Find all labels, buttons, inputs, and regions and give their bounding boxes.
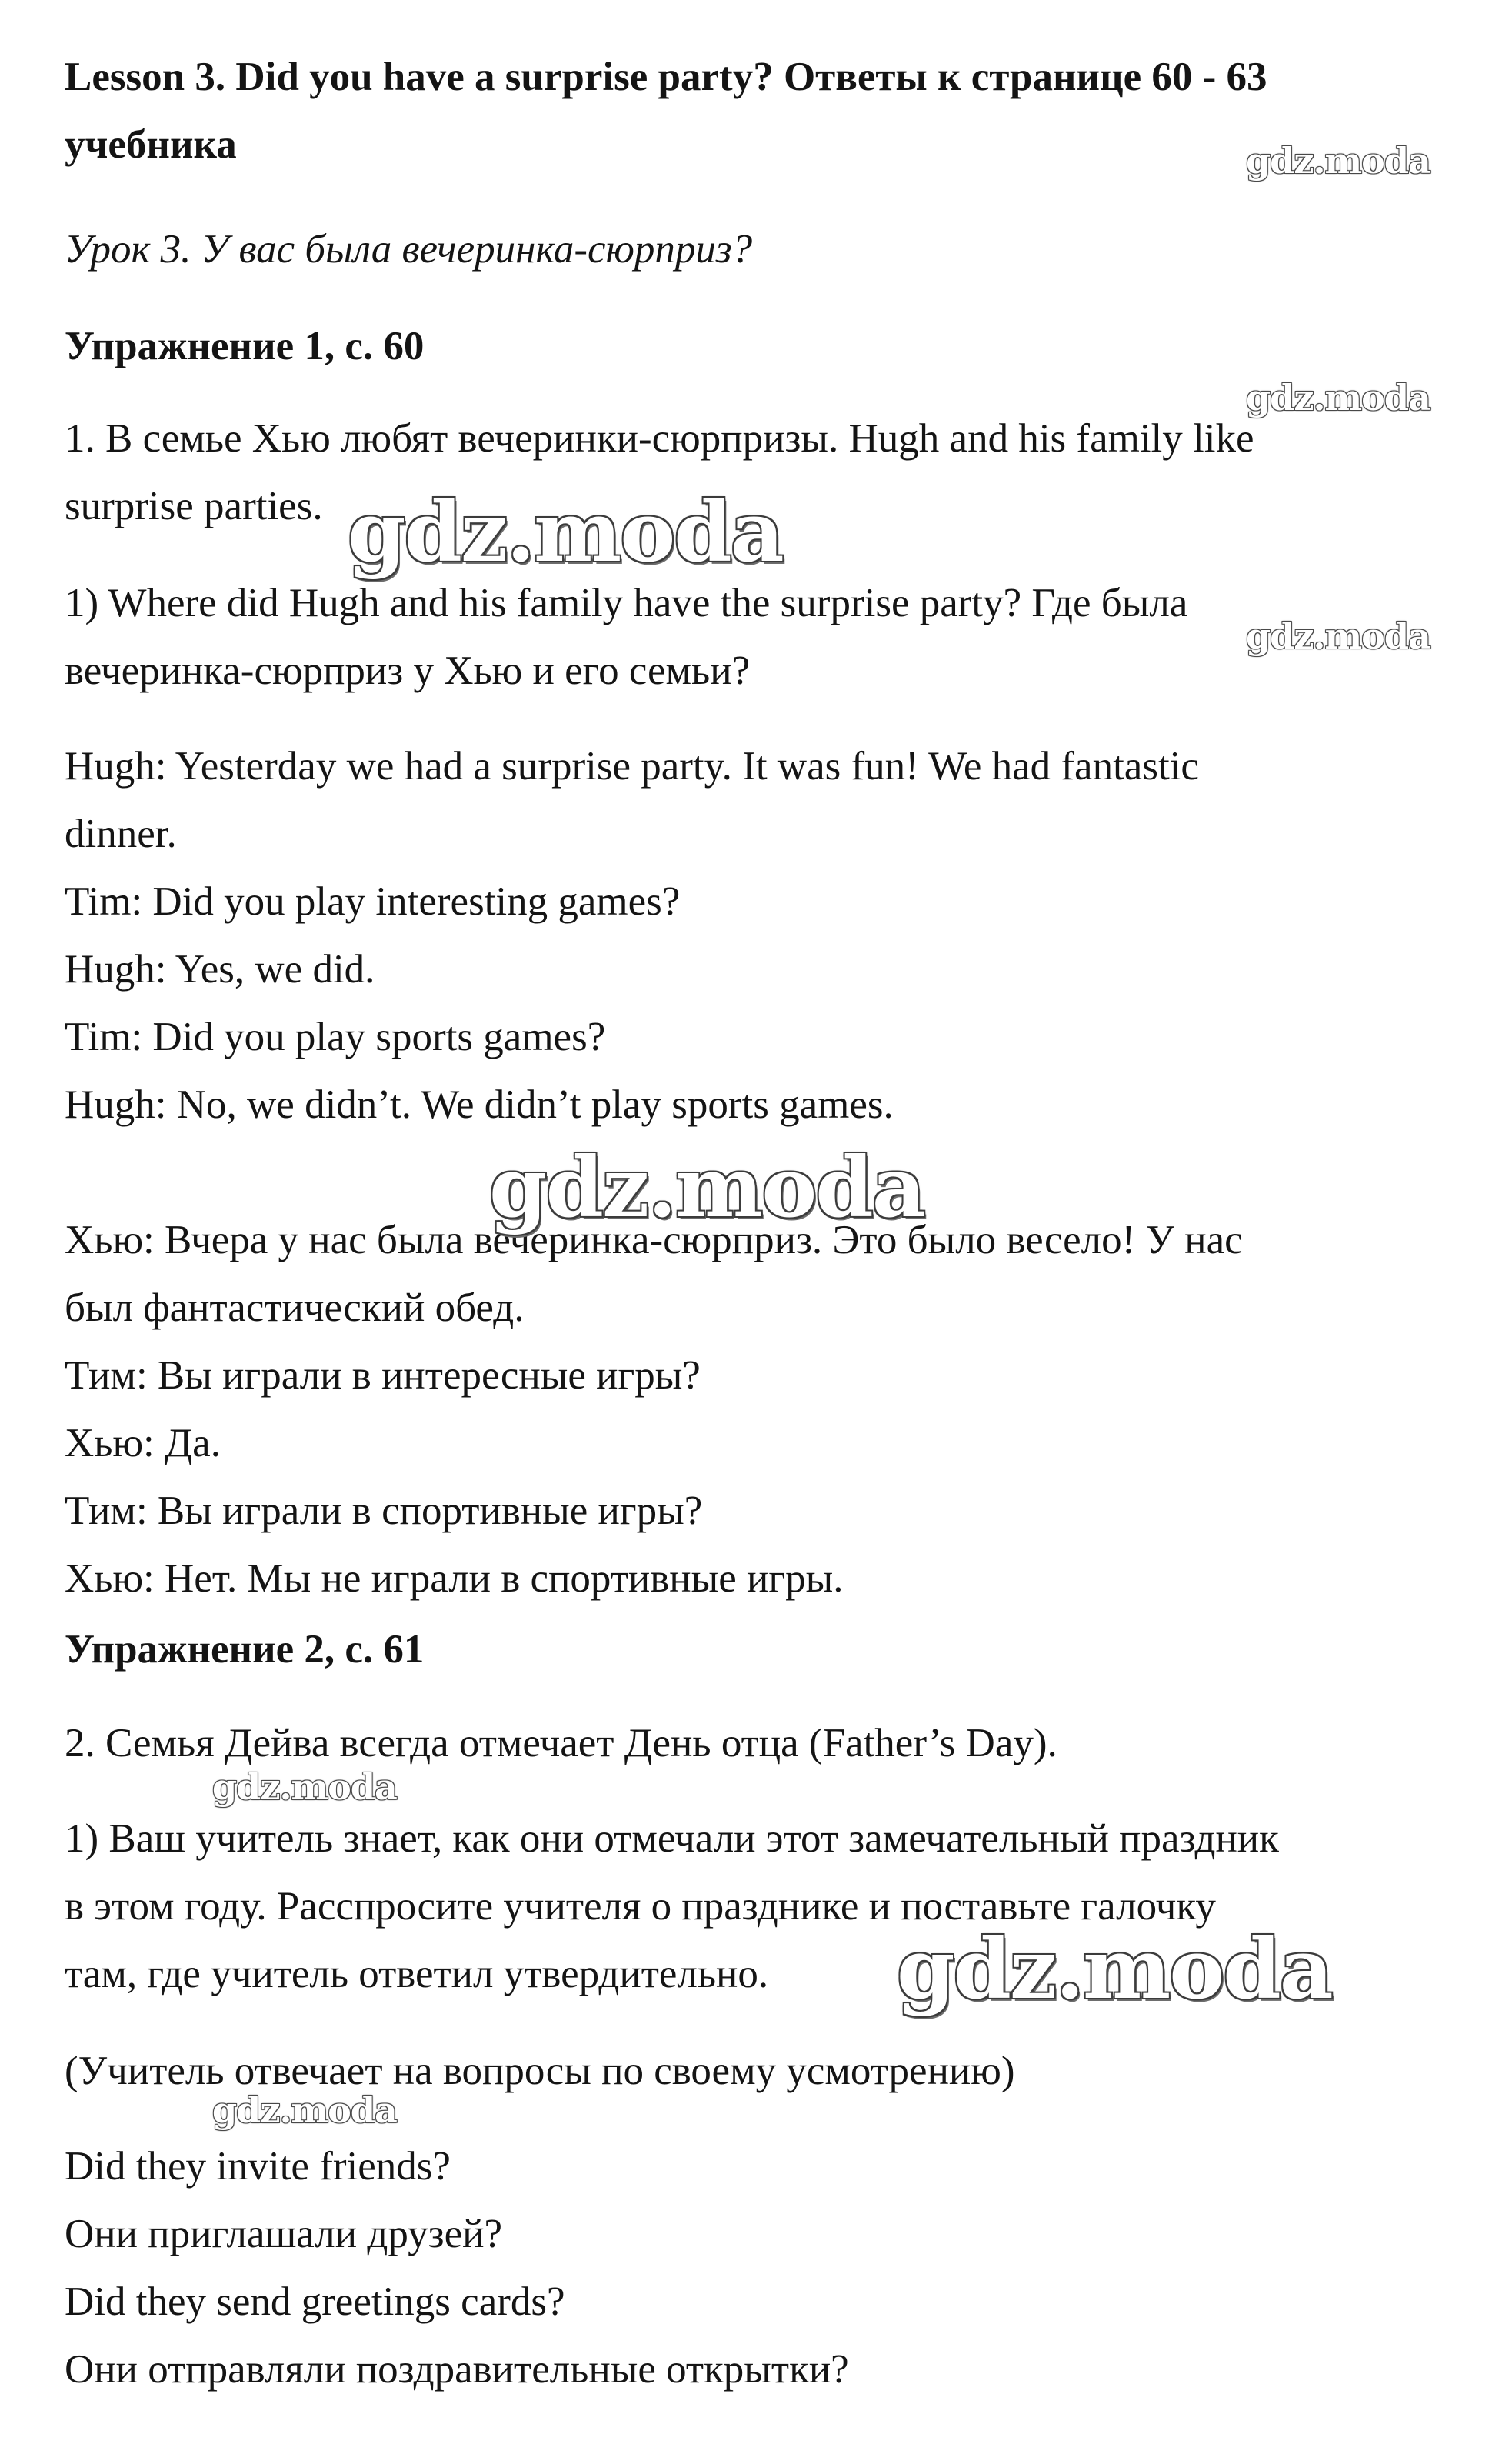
watermark: gdz.moda [897, 1921, 1332, 2018]
watermark: gdz.moda [212, 1766, 397, 1808]
exercise1-question-line1: 1) Where did Hugh and his family have the surprise party? Где была [65, 581, 1188, 625]
lesson-title-line2: учебника [65, 122, 237, 167]
exercise2-task: 2. Семья Дейва всегда отмечает День отца (Father’s Day). [65, 1721, 1057, 1765]
qa-line: Did they send greetings cards? [65, 2279, 565, 2324]
lesson-subtitle: Урок 3. У вас была вечеринка-сюрприз? [65, 227, 753, 272]
dialogue-en-line: Hugh: Yesterday we had a surprise party. It was fun! We had fantastic [65, 744, 1199, 789]
lesson-title-line1: Lesson 3. Did you have a surprise party? Ответы к странице 60 - 63 [65, 55, 1267, 99]
watermark: gdz.moda [348, 484, 783, 581]
exercise1-heading: Упражнение 1, с. 60 [65, 324, 425, 368]
dialogue-ru-line: Хью: Вчера у нас была вечеринка-сюрприз. Это было весело! У нас [65, 1218, 1243, 1262]
watermark: gdz.moda [1246, 615, 1430, 657]
exercise1-question-line2: вечеринка-сюрприз у Хью и его семьи? [65, 649, 751, 693]
exercise1-task-line2: surprise parties. [65, 484, 323, 528]
dialogue-en-line: Tim: Did you play sports games? [65, 1015, 606, 1059]
watermark: gdz.moda [1246, 140, 1430, 182]
exercise1-task-line1: 1. В семье Хью любят вечеринки-сюрпризы. Hugh and his family like [65, 416, 1254, 461]
dialogue-en-line: dinner. [65, 812, 177, 856]
exercise2-instruction-line1: 1) Ваш учитель знает, как они отмечали этот замечательный праздник [65, 1816, 1279, 1861]
watermark: gdz.moda [212, 2089, 397, 2131]
dialogue-en-line: Hugh: No, we didn’t. We didn’t play sports games. [65, 1082, 894, 1127]
dialogue-ru-line: Хью: Да. [65, 1421, 221, 1465]
qa-line: Они приглашали друзей? [65, 2212, 502, 2256]
exercise2-note: (Учитель отвечает на вопросы по своему усмотрению) [65, 2049, 1015, 2093]
dialogue-en-line: Hugh: Yes, we did. [65, 947, 375, 992]
exercise2-heading: Упражнение 2, с. 61 [65, 1627, 425, 1672]
dialogue-ru-line: Тим: Вы играли в интересные игры? [65, 1353, 701, 1398]
exercise2-instruction-line2: в этом году. Расспросите учителя о празднике и поставьте галочку [65, 1884, 1216, 1929]
qa-line: Did they invite friends? [65, 2144, 451, 2189]
qa-line: Они отправляли поздравительные открытки? [65, 2347, 849, 2392]
dialogue-ru-line: Тим: Вы играли в спортивные игры? [65, 1489, 703, 1533]
exercise2-instruction-line3: там, где учитель ответил утвердительно. [65, 1952, 769, 1996]
dialogue-ru-line: Хью: Нет. Мы не играли в спортивные игры. [65, 1556, 844, 1601]
dialogue-ru-line: был фантастический обед. [65, 1285, 525, 1330]
dialogue-en-line: Tim: Did you play interesting games? [65, 879, 681, 924]
watermark: gdz.moda [489, 1139, 924, 1236]
watermark: gdz.moda [1246, 377, 1430, 418]
